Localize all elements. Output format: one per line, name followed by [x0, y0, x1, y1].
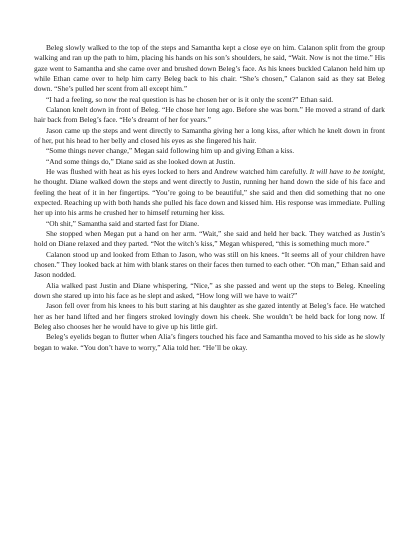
paragraph: “I had a feeling, so now the real question is has he chosen her or is it only the scent?” Ethan said.: [46, 94, 334, 104]
paragraph: Calanon knelt down in front of Beleg. “He chose her long ago. Before she was born.” He moved a strand of dark hair back from Beleg’s face. “He’s dreamt of her for years.”: [34, 104, 385, 125]
paragraph: Calanon stood up and looked from Ethan to Jason, who was still on his knees. “It seems all of your children have chosen.” They looked back at him with blank stares on their faces then turned to each other. “Oh man,” Ethan said and Jason nodded.: [34, 249, 385, 280]
paragraph: Beleg slowly walked to the top of the steps and Samantha kept a close eye on him. Calanon split from the group walking and ran up the path to him, placing his hands on his son’s shoulders, he said, “Wait. Now is not the time.” His gaze went to Samantha and she came over and brushed down Beleg’s face. As his knees buckled Calanon held him up while Ethan came over to help him carry Beleg back to his chair. “She’s chosen,” Calanon said as they sat Beleg down. “She’s pulled her scent from all except him.”: [34, 43, 385, 94]
paragraph: Alia walked past Justin and Diane whispering, “Nice,” as she passed and went up the steps to Beleg. Kneeling down she stared up into his face as he slept and asked, “How long will we have to wait?”: [34, 280, 385, 300]
paragraph: Beleg’s eyelids began to flutter when Alia’s fingers touched his face and Samantha moved to his side as he slowly began to wake. “You don’t have to worry,” Alia told her. “He’ll be okay.: [34, 332, 385, 352]
paragraph: “Some things never change,” Megan said following him up and giving Ethan a kiss.: [46, 146, 295, 156]
paragraph: “Oh shit,” Samantha said and started fast for Diane.: [46, 218, 200, 228]
paragraph: “And some things do,” Diane said as she looked down at Justin.: [46, 156, 236, 166]
paragraph: He was flushed with heat as his eyes locked to hers and Andrew watched him carefully. It will have to be tonight, he thought. Diane walked down the steps and went directly to Justin, running her hand down the side of his face and feeling the heat of it in her fingertips. “You’re going to be beautiful,” she said and then did something that no one expected. Reaching up with both hands she pulled his face down and kissed him. His response was immediate. Pulling her up into his arms he crushed her to himself returning her kiss.: [34, 166, 385, 218]
paragraph: Jason came up the steps and went directly to Samantha giving her a long kiss, after which he knelt down in front of her, put his head to her belly and closed his eyes as she fingered his hair.: [34, 125, 385, 145]
document-body: [34, 43, 385, 353]
paragraph: Jason fell over from his knees to his butt staring at his daughter as she gazed intently at Beleg’s face. He watched her as her hand lifted and her fingers stroked lovingly down his cheek. She wouldn’t be held back for long now. If Beleg also chooses her he would have to give up his little girl.: [34, 301, 385, 331]
paragraph: She stopped when Megan put a hand on her arm. “Wait,” she said and held her back. They watched as Justin’s hold on Diane relaxed and they parted. “Not the witch’s kiss,” Megan whispered, “this is something much more.”: [34, 228, 385, 249]
italic-thought: It will have to be tonight: [309, 166, 384, 176]
